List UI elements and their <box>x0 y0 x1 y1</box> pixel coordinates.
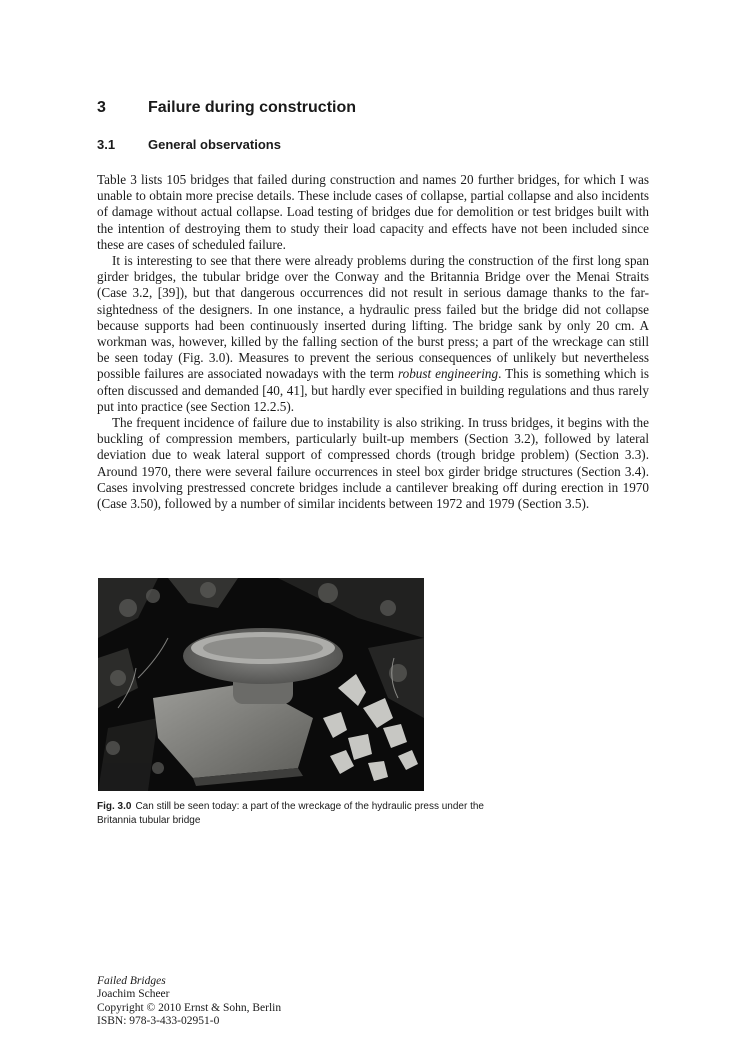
book-copyright: Copyright © 2010 Ernst & Sohn, Berlin <box>97 1001 282 1014</box>
paragraph-2-emphasis: robust engineering <box>397 366 499 382</box>
section-title: General observations <box>148 137 281 152</box>
book-author: Joachim Scheer <box>97 988 170 1001</box>
body-text <box>97 172 649 512</box>
figure-label: Fig. 3.0 <box>97 801 132 812</box>
section-heading <box>97 137 281 152</box>
wreckage-photo-image <box>98 578 424 791</box>
paragraph-2 <box>97 253 649 415</box>
chapter-heading <box>97 99 356 117</box>
book-isbn: ISBN: 978-3-433-02951-0 <box>97 1015 220 1028</box>
paragraph-1: Table 3 lists 105 bridges that failed during construction and names 20 further bridges, for which I was unable to obtain more precise details. These include cases of collapse, partial collapse and also incidents of damage without actual collapse. Load testing of bridges due for demolition or test bridges built with the intention of destroying them to study their load capacity and effects have not been included since these are cases of scheduled failure. <box>97 172 649 252</box>
book-footer <box>97 975 281 1029</box>
figure-caption-text: Can still be seen today: a part of the wreckage of the hydraulic press under the Britannia tubular bridge <box>97 801 484 826</box>
figure-caption <box>97 800 517 828</box>
book-title: Failed Bridges <box>97 975 166 987</box>
paragraph-2-text-b: . This is something which is often discussed and demanded [40, 41], but hardly ever specified in building regulations and thus rarely put into practice (see Section 12.2.5). <box>97 366 649 414</box>
wreckage-photo <box>98 578 424 791</box>
section-number: 3.1 <box>97 137 116 152</box>
chapter-number: 3 <box>97 99 106 116</box>
chapter-title: Failure during construction <box>148 99 357 116</box>
paragraph-3: The frequent incidence of failure due to instability is also striking. In truss bridges, it begins with the buckling of compression members, particularly built-up members (Section 3.2), followed by lateral deviation due to weak lateral support of compressed chords (trough bridge problem) (Section 3.3). Around 1970, there were several failure occurrences in steel box girder bridge structures (Section 3.4). Cases involving prestressed concrete bridges include a cantilever breaking off during erection in 1970 (Case 3.50), followed by a number of similar incidents between 1972 and 1979 (Section 3.5). <box>97 415 649 512</box>
paragraph-2-text-a: It is interesting to see that there were already problems during the construction of the first long span girder bridges, the tubular bridge over the Conway and the Britannia Bridge over the Menai Straits (Case 3.2, [39]), but that dangerous occurrences did not result in serious damage thanks to the far-sightedness of the designers. In one instance, a hydraulic press failed but the bridge did not collapse because supports had been continuously inserted during lifting. The bridge sank by only 20 cm. A workman was, however, killed by the falling section of the burst press; a part of the wreckage can still be seen today (Fig. 3.0). Measures to prevent the serious consequences of unlikely but nevertheless possible failures are associated nowadays with the term <box>97 253 649 382</box>
